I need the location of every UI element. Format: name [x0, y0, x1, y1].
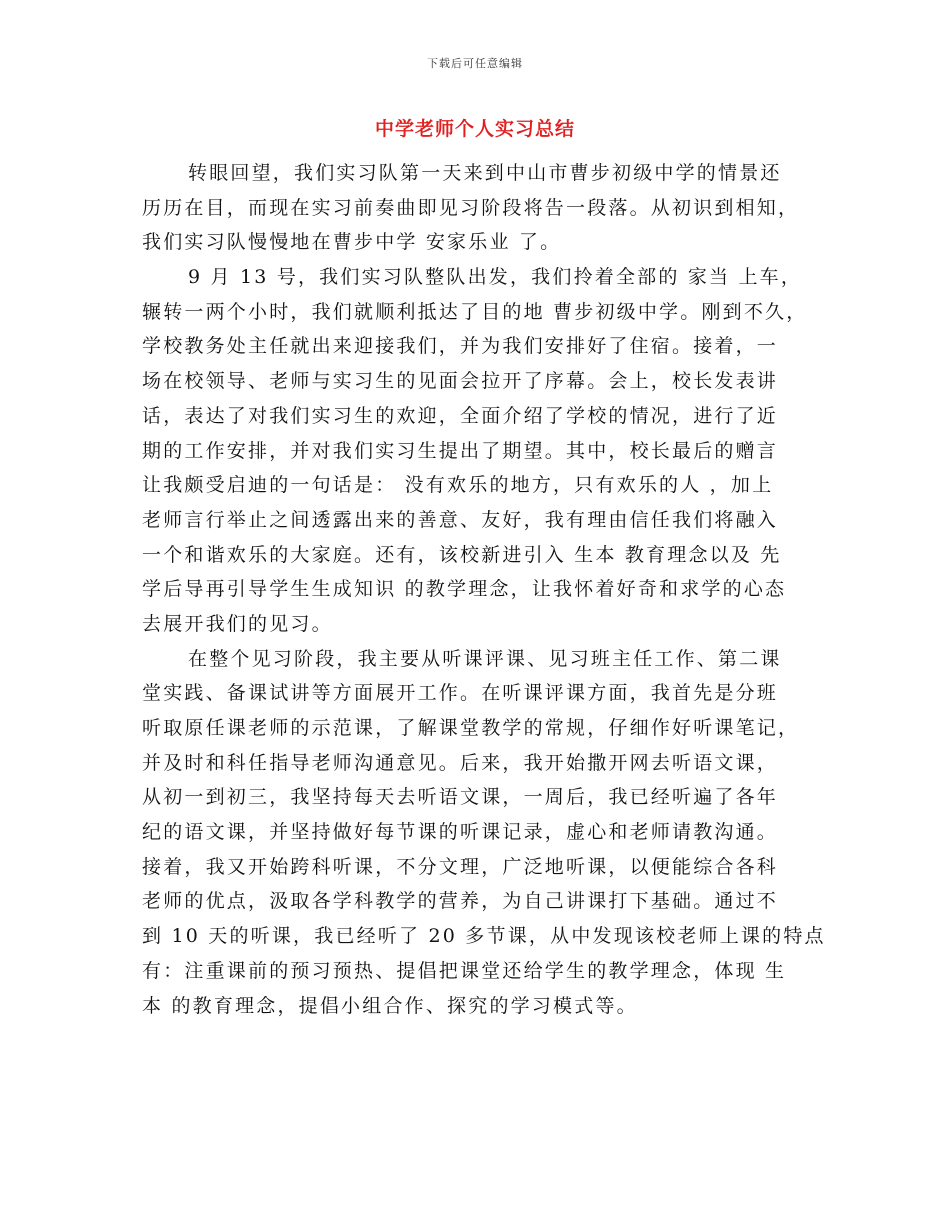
paragraph	[142, 642, 826, 1024]
text-line: 学校教务处主任就出来迎接我们，并为我们安排好了住宿。接着，一	[142, 335, 779, 358]
text-line: 到 10 天的听课，我已经听了 20 多节课，从中发现该校老师上课的特点	[142, 925, 826, 948]
text-line: 期的工作安排，并对我们实习生提出了期望。其中，校长最后的赠言	[142, 439, 779, 462]
text-line: 从初一到初三，我坚持每天去听语文课，一周后，我已经听遍了各年	[142, 786, 779, 809]
text-line: 学后导再引导学生生成知识 的教学理念，让我怀着好奇和求学的心态	[142, 578, 787, 601]
text-line: 我们实习队慢慢地在曹步中学 安家乐业 了。	[142, 231, 562, 254]
text-line: 场在校领导、老师与实习生的见面会拉开了序幕。会上，校长发表讲	[142, 370, 779, 393]
text-line: 接着，我又开始跨科听课，不分文理，广泛地听课，以便能综合各科	[142, 855, 779, 878]
text-line: 纪的语文课，并坚持做好每节课的听课记录，虚心和老师请教沟通。	[142, 821, 779, 844]
text-line: 辗转一两个小时，我们就顺利抵达了目的地 曹步初级中学。刚到不久，	[142, 300, 808, 323]
document-title: 中学老师个人实习总结	[374, 118, 575, 140]
text-line: 堂实践、备课试讲等方面展开工作。在听课评课方面，我首先是分班	[142, 682, 779, 705]
text-line: 老师言行举止之间透露出来的善意、友好，我有理由信任我们将融入	[142, 508, 779, 531]
text-line: 让我颇受启迪的一句话是： 没有欢乐的地方，只有欢乐的人 ，加上	[142, 474, 774, 497]
text-line: 并及时和科任指导老师沟通意见。后来，我开始撒开网去听语文课，	[142, 751, 779, 774]
text-line: 历历在目，而现在实习前奏曲即见习阶段将告一段落。从初识到相知，	[142, 196, 800, 219]
paragraph	[142, 156, 810, 260]
text-line: 转眼回望，我们实习队第一天来到中山市曹步初级中学的情景还	[188, 162, 782, 184]
paragraph	[142, 260, 810, 642]
text-line: 话，表达了对我们实习生的欢迎，全面介绍了学校的情况，进行了近	[142, 404, 779, 427]
document-body	[142, 156, 826, 1023]
text-line: 本 的教育理念，提倡小组合作、探究的学习模式等。	[142, 994, 638, 1017]
text-line: 听取原任课老师的示范课，了解课堂教学的常规，仔细作好听课笔记，	[142, 717, 800, 739]
header-note: 下载后可任意编辑	[427, 57, 523, 70]
text-line: 9 月 13 号，我们实习队整队出发，我们拎着全部的 家当 上车，	[188, 266, 803, 289]
text-line: 有：注重课前的预习预热、提倡把课堂还给学生的教学理念，体现 生	[142, 959, 787, 982]
text-line: 在整个见习阶段，我主要从听课评课、见习班主任工作、第二课	[188, 647, 782, 670]
text-line: 老师的优点，汲取各学科教学的营养，为自己讲课打下基础。通过不	[142, 890, 779, 913]
text-line: 去展开我们的见习。	[142, 612, 333, 635]
text-line: 一个和谐欢乐的大家庭。还有，该校新进引入 生本 教育理念以及 先	[142, 543, 782, 566]
